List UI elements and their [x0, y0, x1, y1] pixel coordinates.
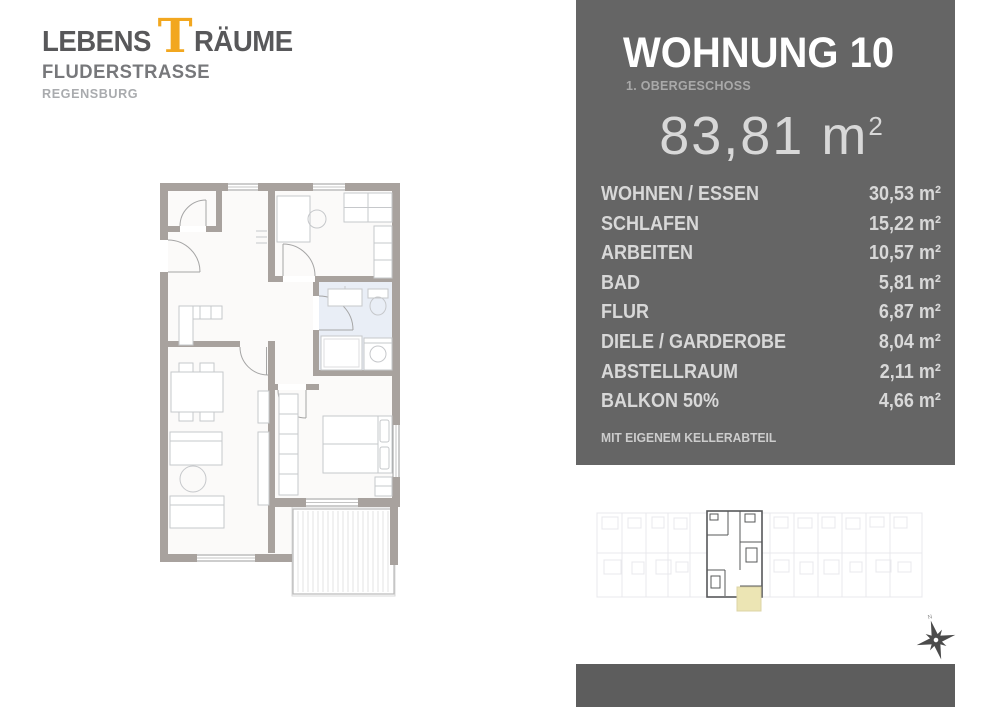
room-label: SCHLAFEN [601, 212, 700, 235]
compass-rose [905, 608, 965, 668]
room-area: 2,11 m² [879, 360, 941, 383]
room-area-table [601, 183, 941, 420]
table-row [601, 183, 941, 213]
footer-bar [576, 664, 955, 707]
room-area: 5,81 m² [878, 271, 941, 294]
room-label: ARBEITEN [601, 242, 694, 265]
unit-title: WOHNUNG 10 [623, 29, 895, 77]
room-label: BAD [601, 271, 641, 294]
room-area: 15,22 m² [868, 212, 941, 235]
room-label: FLUR [601, 301, 649, 324]
table-row [601, 390, 941, 420]
table-row [601, 301, 941, 331]
floorplan-drawing [148, 176, 406, 606]
unit-total-area-value: 83,81 [659, 106, 805, 166]
table-row [601, 213, 941, 243]
table-row [601, 361, 941, 391]
unit-total-area [601, 105, 941, 167]
brand-name-suffix: RÄUME [193, 26, 293, 58]
table-row [601, 242, 941, 272]
building-overview-plan [585, 498, 940, 618]
project-name: FLUDERSTRASSE [42, 62, 211, 83]
unit-floor: 1. OBERGESCHOSS [626, 78, 751, 93]
brand-name-prefix: LEBENS [42, 26, 151, 58]
room-label: BALKON 50% [601, 390, 720, 413]
room-label: DIELE / GARDEROBE [601, 330, 787, 353]
unit-total-area-unit: m [821, 106, 869, 166]
room-area: 8,04 m² [878, 330, 941, 353]
balcony [292, 507, 395, 596]
brand-logo [42, 9, 297, 101]
unit-info-panel [576, 0, 955, 465]
brand-name: LEBENS T RÄUME [42, 9, 293, 64]
table-row [601, 331, 941, 361]
room-label: WOHNEN / ESSEN [601, 183, 760, 205]
room-area: 10,57 m² [868, 242, 941, 265]
cellar-note: MIT EIGENEM KELLERABTEIL [601, 429, 777, 445]
room-label: ABSTELLRAUM [601, 360, 738, 383]
table-row [601, 272, 941, 302]
room-area: 4,66 m² [878, 390, 941, 413]
compass-north-label: N [927, 614, 934, 622]
room-area: 6,87 m² [878, 301, 941, 324]
room-area: 30,53 m² [868, 183, 941, 205]
highlighted-unit-balcony [737, 587, 761, 611]
compass-star [912, 616, 961, 665]
highlighted-unit [707, 511, 762, 611]
unit-total-area-sup: 2 [868, 111, 883, 141]
project-city: REGENSBURG [42, 86, 139, 101]
